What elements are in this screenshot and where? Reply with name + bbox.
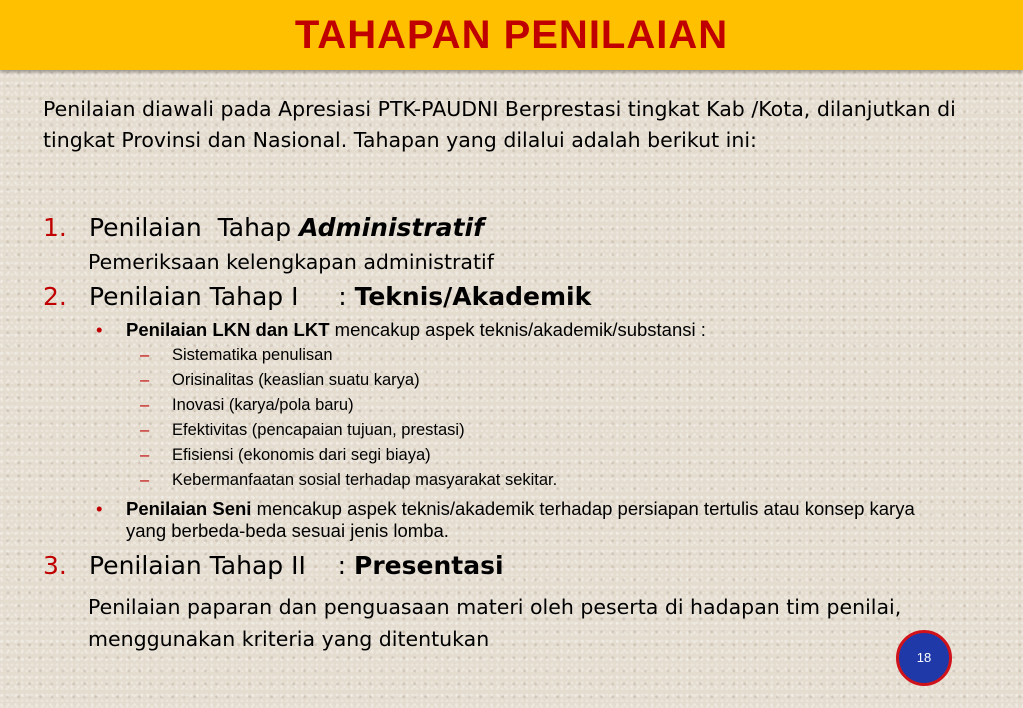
criteria-label: Orisinalitas (keaslian suatu karya) <box>172 371 420 389</box>
bullet-seni <box>96 498 956 542</box>
criteria-label: Sistematika penulisan <box>172 346 333 364</box>
stage-1-label: Penilaian Tahap <box>89 213 300 242</box>
stage-1-heading <box>43 213 484 242</box>
title-bar <box>0 0 1023 70</box>
page-number-badge: 18 <box>896 630 952 686</box>
bullet-dot-icon: • <box>96 319 103 340</box>
dash-icon: – <box>140 446 150 464</box>
dash-icon: – <box>140 396 150 414</box>
criteria-item <box>140 471 557 490</box>
stage-1-detail: Pemeriksaan kelengkapan administratif <box>88 250 494 274</box>
criteria-label: Kebermanfaatan sosial terhadap masyarakat sekitar. <box>172 471 558 489</box>
stage-1-number: 1. <box>43 213 67 242</box>
dash-icon: – <box>140 471 150 489</box>
bullet-lkn-lkt <box>96 319 956 341</box>
criteria-label: Efektivitas (pencapaian tujuan, prestasi) <box>172 421 465 439</box>
stage-3-heading <box>43 551 504 580</box>
intro-block <box>43 94 983 156</box>
criteria-label: Efisiensi (ekonomis dari segi biaya) <box>172 446 431 464</box>
stage-2-number: 2. <box>43 282 67 311</box>
dash-icon: – <box>140 421 150 439</box>
intro-paragraph: Penilaian diawali pada Apresiasi PTK-PAUDNI Berprestasi tingkat Kab /Kota, dilanjutkan di tingkat Provinsi dan Nasional. Tahapan yang dilalui adalah berikut ini: <box>43 97 956 152</box>
bullet-dot-icon: • <box>96 498 103 519</box>
criteria-item <box>140 421 465 440</box>
stage-3-number: 3. <box>43 551 67 580</box>
criteria-item <box>140 446 431 465</box>
dash-icon: – <box>140 346 150 364</box>
stage-2-label: Penilaian Tahap I : <box>89 282 355 311</box>
stage-3-emphasis: Presentasi <box>354 551 504 580</box>
criteria-item <box>140 346 333 365</box>
slide-title: TAHAPAN PENILAIAN <box>294 13 729 57</box>
criteria-item <box>140 371 420 390</box>
stage-3-detail: Penilaian paparan dan penguasaan materi oleh peserta di hadapan tim penilai, menggunakan kriteria yang ditentukan <box>88 595 902 651</box>
bullet-lkn-lkt-bold: Penilaian LKN dan LKT <box>126 319 330 340</box>
bullet-seni-text: mencakup aspek teknis/akademik terhadap persiapan tertulis atau konsep karya yang berbeda-beda sesuai jenis lomba. <box>126 498 915 541</box>
criteria-item <box>140 396 354 415</box>
stage-2-heading <box>43 282 591 311</box>
bullet-lkn-lkt-text: mencakup aspek teknis/akademik/substansi : <box>329 319 706 340</box>
bullet-seni-bold: Penilaian Seni <box>126 498 252 519</box>
dash-icon: – <box>140 371 150 389</box>
criteria-label: Inovasi (karya/pola baru) <box>172 396 354 414</box>
stage-1-emphasis: Administratif <box>299 213 484 242</box>
stage-2-emphasis: Teknis/Akademik <box>354 282 592 311</box>
stage-3-label: Penilaian Tahap II : <box>89 551 355 580</box>
